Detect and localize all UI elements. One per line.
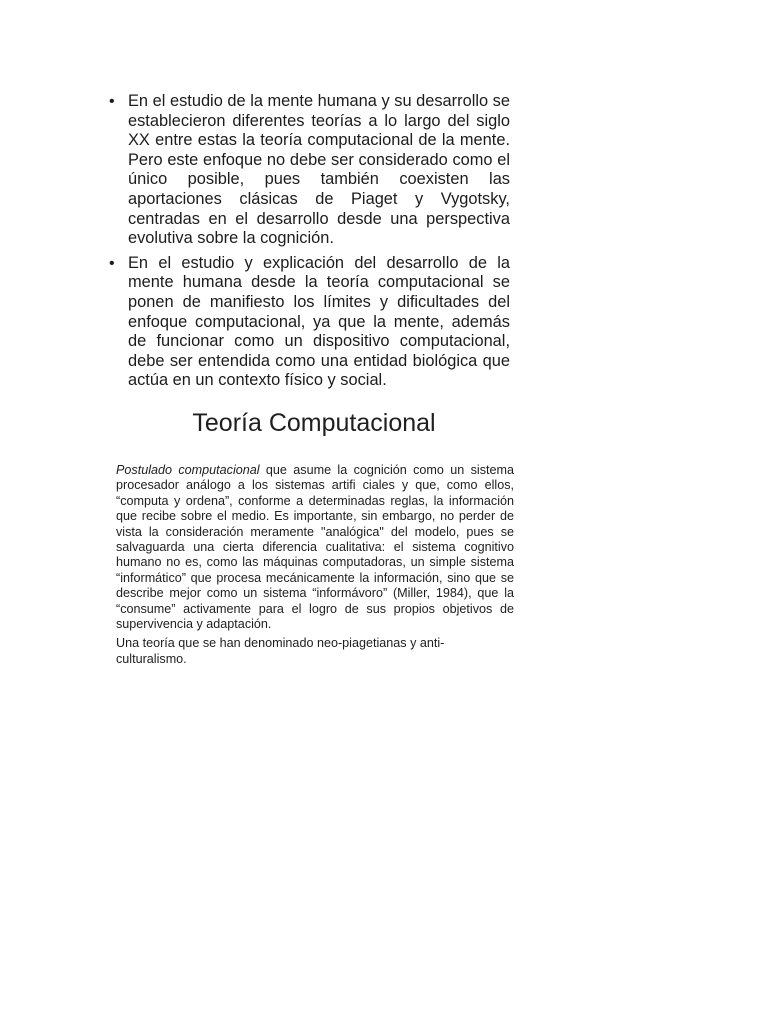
bullet-item-2	[108, 254, 510, 391]
bullet-list	[108, 92, 510, 396]
bullet-text: En el estudio de la mente humana y su desarrollo se establecieron diferentes teorías a lo largo del siglo XX entre estas la teoría computacional de la mente. Pero este enfoque no debe ser considerado como el único posible, pues también coexisten las aportaciones clásicas de Piaget y Vygotsky, centradas en el desarrollo desde una perspectiva evolutiva sobre la cognición.	[128, 92, 510, 248]
bullet-marker: •	[109, 93, 115, 110]
section-title: Teoría Computacional	[192, 409, 436, 437]
italic-term: Postulado computacional	[116, 463, 260, 477]
bullet-text: En el estudio y explicación del desarrollo de la mente humana desde la teoría computacional se ponen de manifiesto los límites y dificultades del enfoque computacional, ya que la mente, además de funcionar como un dispositivo computacional, debe ser entendida como una entidad biológica que actúa en un contexto físico y social.	[128, 253, 510, 390]
body-paragraph-1	[116, 463, 514, 632]
section-body	[116, 463, 514, 667]
bullet-item-1	[108, 92, 510, 249]
paragraph-1-text: que asume la cognición como un sistema procesador análogo a los sistemas artifi ciales y que, como ellos, “computa y ordena”, conforme a determinadas reglas, la información que recibe sobre el medio. Es importante, sin embargo, no perder de vista la consideración meramente "analógica" del modelo, pues se salvaguarda una cierta diferencia cualitativa: el sistema cognitivo humano no es, como las máquinas computadoras, un simple sistema “informático” que procesa mecánicamente la información, sino que se describe mejor como un sistema “informávoro” (Miller, 1984), que la “consume” activamente para el logro de sus propios objetivos de supervivencia y adaptación.	[116, 463, 514, 632]
bullet-marker: •	[109, 254, 115, 272]
body-paragraph-2: Una teoría que se han denominado neo-piagetianas y anti-culturalismo.	[116, 636, 445, 666]
